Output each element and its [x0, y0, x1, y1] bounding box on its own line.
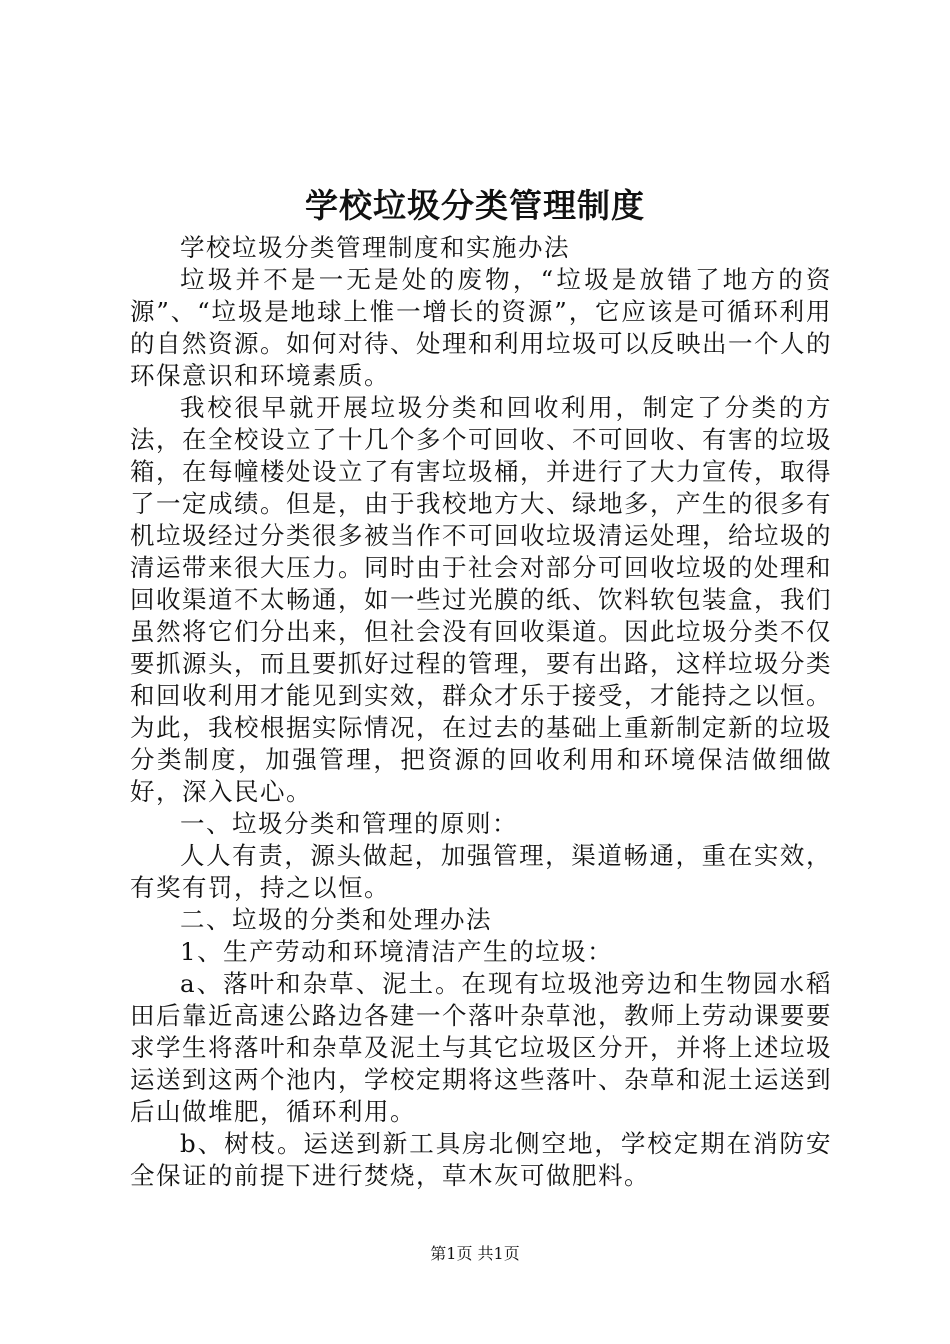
document-body — [130, 232, 832, 1192]
section-heading-methods: 二、垃圾的分类和处理办法 — [180, 905, 492, 934]
section-heading-principles: 一、垃圾分类和管理的原则： — [180, 809, 518, 838]
background-paragraph: 我校很早就开展垃圾分类和回收利用，制定了分类的方法，在全校设立了十几个多个可回收、不可回收、有害的垃圾箱，在每幢楼处设立了有害垃圾桶，并进行了大力宣传，取得了一定成绩。但是，由于我校地方大、绿地多，产生的很多有机垃圾经过分类很多被当作不可回收垃圾清运处理，给垃圾的清运带来很大压力。同时由于社会对部分可回收垃圾的处理和回收渠道不太畅通，如一些过光膜的纸、饮料软包装盒，我们虽然将它们分出来，但社会没有回收渠道。因此垃圾分类不仅要抓源头，而且要抓好过程的管理，要有出路，这样垃圾分类和回收利用才能见到实效，群众才乐于接受，才能持之以恒。为此，我校根据实际情况，在过去的基础上重新制定新的垃圾分类制度，加强管理，把资源的回收利用和环境保洁做细做好，深入民心。 — [130, 393, 832, 806]
subtitle-paragraph: 学校垃圾分类管理制度和实施办法 — [180, 233, 570, 262]
intro-paragraph: 垃圾并不是一无是处的废物，“垃圾是放错了地方的资源”、“垃圾是地球上惟一增长的资源”，它应该是可循环利用的自然资源。如何对待、处理和利用垃圾可以反映出一个人的环保意识和环境素质。 — [130, 265, 832, 390]
subsection-heading-labor-waste: 1、生产劳动和环境清洁产生的垃圾： — [180, 937, 614, 966]
item-a-paragraph: a、落叶和杂草、泥土。在现有垃圾池旁边和生物园水稻田后靠近高速公路边各建一个落叶杂草池，教师上劳动课要要求学生将落叶和杂草及泥土与其它垃圾区分开，并将上述垃圾运送到这两个池内，学校定期将这些落叶、杂草和泥土运送到后山做堆肥，循环利用。 — [130, 969, 832, 1126]
document-title: 学校垃圾分类管理制度 — [305, 186, 645, 225]
principles-paragraph: 人人有责，源头做起，加强管理，渠道畅通，重在实效，有奖有罚，持之以恒。 — [130, 841, 832, 902]
page-footer: 第1页 共1页 — [430, 1244, 520, 1263]
item-b-paragraph: b、树枝。运送到新工具房北侧空地，学校定期在消防安全保证的前提下进行焚烧，草木灰可做肥料。 — [130, 1129, 832, 1190]
